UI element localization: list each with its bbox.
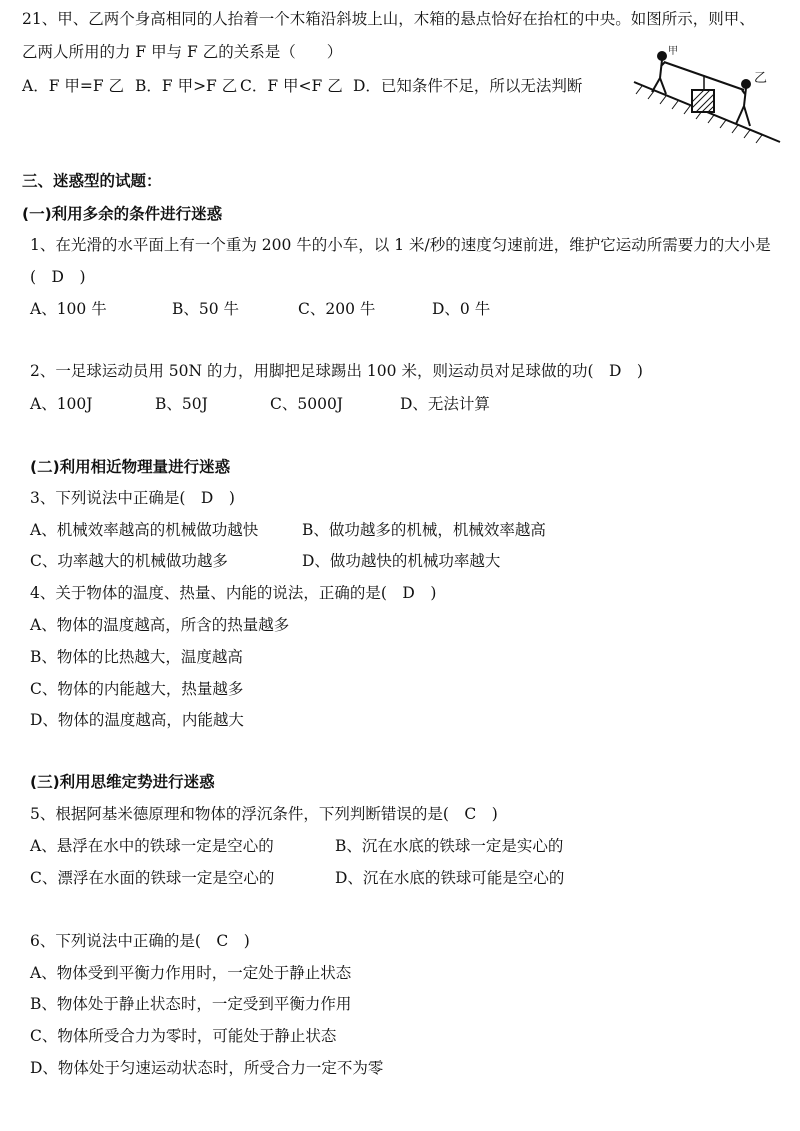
q4-option-d: D、物体的温度越高，内能越大 [30, 711, 244, 729]
q2-option-b: B、50J [155, 395, 208, 413]
q3-stem: 3、下列说法中正确是( D ) [30, 489, 235, 507]
q4-option-a: A、物体的温度越高，所含的热量越多 [30, 616, 290, 634]
q3-option-b: B、做功越多的机械，机械效率越高 [302, 521, 546, 539]
q1-option-c: C、200 牛 [298, 300, 376, 318]
q5-stem: 5、根据阿基米德原理和物体的浮沉条件，下列判断错误的是( C ) [30, 805, 498, 823]
q21-stem-line1: 21、甲、乙两个身高相同的人抬着一个木箱沿斜坡上山，木箱的悬点恰好在抬杠的中央。如图所示，则甲、 [22, 10, 755, 28]
q6-stem: 6、下列说法中正确的是( C ) [30, 932, 250, 950]
q1-option-b: B、50 牛 [172, 300, 240, 318]
subsection-3-title: (三)利用思维定势进行迷惑 [30, 773, 215, 791]
q1-stem-line1: 1、在光滑的水平面上有一个重为 200 牛的小车，以 1 米/秒的速度匀速前进，维护它运动所需要力的大小是 [30, 236, 771, 254]
slope-carry-figure [632, 44, 782, 144]
box-icon [692, 90, 714, 112]
q3-option-a: A、机械效率越高的机械做功越快 [30, 521, 259, 539]
q2-stem: 2、一足球运动员用 50N 的力，用脚把足球踢出 100 米，则运动员对足球做的功( D ) [30, 362, 643, 380]
q21-stem-line2: 乙两人所用的力 F 甲与 F 乙的关系是（ ） [22, 43, 343, 61]
q4-option-c: C、物体的内能越大，热量越多 [30, 680, 244, 698]
q5-option-d: D、沉在水底的铁球可能是空心的 [335, 869, 565, 887]
label-yi: 乙 [754, 71, 768, 86]
q21-option-d: D．已知条件不足，所以无法判断 [353, 77, 583, 95]
q5-option-a: A、悬浮在水中的铁球一定是空心的 [30, 837, 274, 855]
q21-option-c: C．F 甲<F 乙 [240, 77, 343, 95]
q1-answer: ( D ) [30, 268, 86, 286]
q2-option-d: D、无法计算 [400, 395, 490, 413]
person-jia-icon [652, 52, 666, 94]
q2-option-c: C、5000J [270, 395, 344, 413]
q4-stem: 4、关于物体的温度、热量、内能的说法，正确的是( D ) [30, 584, 437, 602]
subsection-1-title: (一)利用多余的条件进行迷惑 [22, 205, 223, 223]
q1-option-d: D、0 牛 [432, 300, 491, 318]
slope-carry-illustration [632, 44, 782, 144]
q4-option-b: B、物体的比热越大，温度越高 [30, 648, 243, 666]
q2-option-a: A、100J [30, 395, 93, 413]
q21-option-a: A．F 甲=F 乙 [22, 77, 125, 95]
section-title: 三、迷惑型的试题： [22, 172, 162, 190]
q5-option-b: B、沉在水底的铁球一定是实心的 [335, 837, 564, 855]
q5-option-c: C、漂浮在水面的铁球一定是空心的 [30, 869, 275, 887]
q6-option-b: B、物体处于静止状态时，一定受到平衡力作用 [30, 995, 352, 1013]
q21-option-b: B．F 甲>F 乙 [135, 77, 238, 95]
q6-option-a: A、物体受到平衡力作用时，一定处于静止状态 [30, 964, 352, 982]
q6-option-c: C、物体所受合力为零时，可能处于静止状态 [30, 1027, 337, 1045]
q6-option-d: D、物体处于匀速运动状态时，所受合力一定不为零 [30, 1059, 384, 1077]
q3-option-c: C、功率越大的机械做功越多 [30, 552, 228, 570]
label-jia: 甲 [668, 46, 678, 57]
q1-option-a: A、100 牛 [30, 300, 107, 318]
q3-option-d: D、做功越快的机械功率越大 [302, 552, 501, 570]
subsection-2-title: (二)利用相近物理量进行迷惑 [30, 458, 231, 476]
